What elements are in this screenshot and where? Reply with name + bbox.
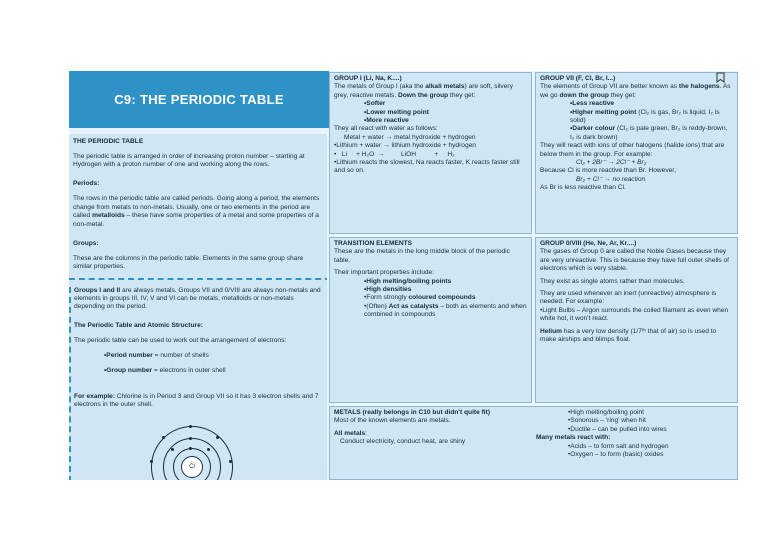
halogens-term: the halogens	[678, 83, 720, 91]
reactivity-order: •Lithium reacts the slowest, Na reacts faster, K reacts faster still and so on.	[334, 159, 520, 175]
helium-detail: has a very low density (1/7ᵗʰ that of air) so is used to make airships and blimps float.	[540, 327, 717, 344]
example-text: Chlorine is in Period 3 and Group VII so it has 3 electron shells and 7 electrons in the outer shell.	[74, 393, 319, 409]
trend-softer: •Softer	[364, 100, 386, 108]
coloured-compounds-term: coloured compounds	[408, 294, 476, 302]
trend-lower-melting: •Lower melting point	[364, 108, 429, 116]
atomic-structure-section	[69, 287, 323, 480]
metals-groups-text	[74, 287, 323, 312]
group-7-intro-3: they get:	[608, 91, 637, 99]
group-number-rest: = electrons in outer shell	[152, 367, 226, 375]
metal-react-acids: •Acids – to form salt and hydrogen	[568, 442, 669, 450]
alkali-metals-term: alkali metals	[425, 83, 465, 91]
higher-melting-term: •Higher melting point	[570, 108, 637, 116]
chlorine-example	[74, 393, 323, 410]
property-coloured	[334, 294, 527, 302]
water-reaction-intro: They all react with water as follows:	[334, 125, 438, 133]
periods-heading: Periods:	[73, 180, 100, 188]
property-melting: •High melting/boiling points	[364, 277, 452, 285]
page-title	[69, 71, 329, 132]
metals-right-column	[536, 409, 732, 459]
transition-properties-intro: Their important properties include:	[334, 269, 435, 277]
metal-react-oxygen: •Oxygen – to form (basic) oxides	[568, 451, 664, 459]
group-7-panel	[535, 72, 738, 234]
metals-groups-rest: are always metals. Groups VII and 0/VIII are always non-metals and elements in groups III, IV, V and VI can be metals, metalloids or non-metals depending on the period.	[74, 286, 321, 311]
property-catalyst	[334, 303, 527, 320]
group-7-intro-2: . As we go	[540, 83, 731, 99]
trend-darker-colour	[540, 125, 733, 142]
single-atoms: They exist as single atoms rather than molecules.	[540, 277, 685, 285]
group-1-intro-1: The metals of Group I (aka the	[334, 83, 426, 91]
period-number-rest: = number of shells	[152, 352, 209, 360]
because-text: Because Cl is more reactive than Br. However,	[540, 167, 676, 175]
group-7-intro	[540, 83, 733, 100]
lithium-symbol-equation: • Li + H₂O → LiOH + H₂	[334, 150, 455, 158]
metal-property-melting: •High melting/boiling point	[568, 409, 644, 416]
all-metals-term: All metals	[334, 429, 366, 437]
darker-colour-term: •Darker colour	[570, 125, 616, 133]
left-column	[69, 134, 327, 480]
higher-melting-detail: (Cl₂ is gas, Br₂ is liquid, I₂ is solid)	[570, 108, 720, 125]
metal-property-ductile: •Ductile – can be pulled into wires	[568, 425, 667, 433]
light-bulbs: •Light Bulbs – Argon surrounds the coiled filament as even when white hot, it won't react.	[540, 306, 729, 323]
metals-react-with: Many metals react with:	[536, 434, 611, 442]
group-7-heading: GROUP VII (F, Cl, Br, I...)	[540, 75, 616, 82]
trend-more-reactive: •More reactive	[364, 117, 409, 125]
catalysts-term: Act as catalysts	[388, 302, 439, 310]
group-0-panel	[535, 237, 738, 403]
group-7-intro-1: The elements of Group VII are better known as	[540, 83, 679, 91]
noble-gases-intro: The gases of Group 0 are called the Noble Gases because they are very unreactive. This is because they have full outer shells of electrons which is very stable.	[540, 248, 729, 273]
period-number-rule	[74, 352, 323, 360]
structure-heading: The Periodic Table and Atomic Structure:	[74, 322, 203, 330]
metals-heading: METALS (really belongs in C10 but didn't quite fit)	[334, 409, 491, 416]
periods-text	[73, 195, 323, 229]
group-number-term: •Group number	[104, 367, 153, 375]
metals-left-column	[334, 409, 534, 447]
group-1-heading: GROUP I (Li, Na, K....)	[334, 75, 402, 82]
down-the-group-term: Down the group	[398, 91, 449, 99]
transition-heading: TRANSITION ELEMENTS	[334, 240, 413, 247]
general-equation: Metal + water → metal hydroxide + hydrogen	[344, 133, 476, 141]
metals-intro: Most of the known elements are metals.	[334, 417, 451, 425]
darker-colour-detail: (Cl₂ is pale green, Br₂ is reddy-brown, I₂ is dark brown)	[570, 125, 728, 141]
group-0-heading: GROUP 0/VIII (He, Ne, Ar, Kr....)	[540, 240, 637, 247]
coloured-prefix: •Form strongly	[364, 294, 409, 302]
displacement-equation: Cl₂ + 2Br⁻ → 2Cl⁻ + Br₂	[576, 159, 647, 167]
title-text: C9: THE PERIODIC TABLE	[114, 92, 284, 107]
periodic-table-heading: THE PERIODIC TABLE	[73, 138, 144, 145]
transition-elements-panel	[329, 237, 532, 403]
structure-text: The periodic table can be used to work out the arrangement of electrons:	[74, 337, 287, 345]
catalyst-prefix: •(Often)	[364, 302, 389, 310]
chlorine-atom-diagram	[132, 416, 250, 480]
all-metals-colon: :	[365, 429, 367, 437]
group-1-panel	[329, 72, 532, 234]
trend-higher-melting	[540, 109, 733, 126]
periods-text-1: The rows in the periodic table are called periods. Going along a period, the elements change from metals to non-metals. Usually, one or two elements in the period are called	[73, 195, 320, 220]
dashed-divider	[69, 278, 327, 280]
no-reaction-equation: Br₂ + Cl⁻ → no reaction	[576, 175, 646, 183]
group-1-intro	[334, 83, 527, 100]
all-metals-label	[334, 430, 534, 438]
helium-term: Helium	[540, 327, 562, 335]
helium-note	[540, 328, 733, 345]
down-group-term: down the group	[559, 91, 609, 99]
group-1-intro-2: ) are soft, silvery grey, reactive metals.	[334, 83, 513, 99]
displacement-intro: They will react with ions of other halogens (halide ions) that are below them in the group. For example:	[540, 142, 725, 158]
metalloids-term: metalloids	[92, 212, 125, 220]
metals-conduct: Conduct electricity, conduct heat, are shiny	[340, 438, 466, 446]
bookmark-icon[interactable]	[716, 72, 725, 83]
periodic-table-text: The periodic table is arranged in order of increasing proton number – starting at Hydrogen with a proton number of one and working along the rows.	[73, 153, 305, 169]
metal-property-sonorous: •Sonorous – 'ring' when hit	[568, 417, 646, 425]
inert-uses: They are used whenever an inert (unreactive) atmosphere is needed. For example:	[540, 290, 717, 306]
metals-panel	[329, 406, 738, 480]
less-reactive-note: As Br is less reactive than Cl.	[540, 184, 626, 192]
catalyst-detail: – both as elements and when combined in compounds	[364, 302, 527, 319]
groups-text: These are the columns in the periodic table. Elements in the same group share similar properties.	[73, 254, 304, 271]
example-term: For example:	[74, 393, 116, 401]
group-1-intro-3: they get:	[448, 91, 476, 99]
nucleus: Cl	[181, 456, 203, 478]
trend-less-reactive: •Less reactive	[570, 100, 615, 108]
group-number-rule	[74, 367, 323, 375]
groups-heading: Groups:	[73, 239, 99, 247]
period-number-term: •Period number	[104, 352, 153, 360]
groups-i-ii-term: Groups I and II	[74, 286, 121, 294]
lithium-word-equation: •Lithium + water → lithium hydroxide + hydrogen	[334, 142, 476, 150]
periods-text-2: – these have some properties of a metal and some properties of a non-metal.	[73, 212, 319, 228]
transition-intro: These are the metals in the long middle block of the periodic table.	[334, 248, 510, 264]
property-density: •High densities	[364, 286, 412, 294]
